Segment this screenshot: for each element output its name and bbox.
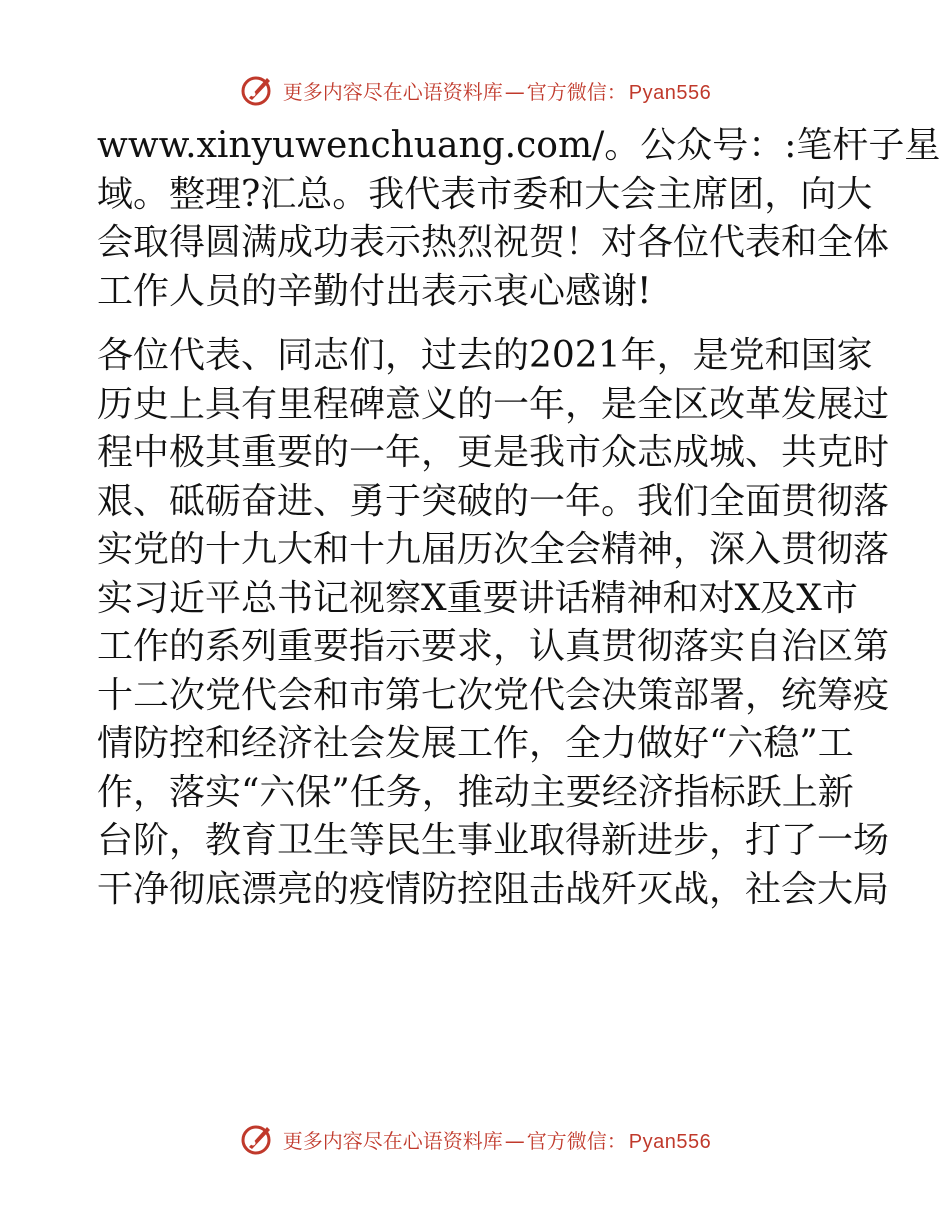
text-line: 历史上具有里程碑意义的一年，是全区改革发展过 [97,383,890,425]
text-line: www.xinyuwenchuang.com/。公众号：:笔杆子星 [97,125,941,166]
banner-title: 更多内容尽在心语资料库 [282,79,503,104]
text-line: 干净彻底漂亮的疫情防控阻击战歼灭战，社会大局 [97,868,890,910]
text-line: 实党的十九大和十九届历次全会精神，深入贯彻落 [97,529,890,570]
red-quill-logo-icon [239,1121,275,1157]
document-body [97,122,941,914]
text-line: 艰、砥砺奋进、勇于突破的一年。我们全面贯彻落 [97,480,890,522]
text-line: 作，落实“六保”任务，推动主要经济指标跃上新 [97,771,854,813]
red-quill-logo-icon [239,72,275,108]
banner-separator: — [504,79,525,104]
banner-contact-id: Pyan556 [628,81,712,104]
header-banner [0,68,950,112]
text-line: 情防控和经济社会发展工作，全力做好“六稳”工 [97,723,854,764]
footer-banner [0,1117,950,1161]
text-line: 实习近平总书记视察X重要讲话精神和对X及X市 [97,577,858,619]
text-line: 程中极其重要的一年，更是我市众志成城、共克时 [97,432,890,473]
footer-banner-text [283,1125,711,1154]
text-line: 各位代表、同志们，过去的2021年，是党和国家 [97,335,873,376]
header-banner-text [283,76,711,105]
text-line: 会取得圆满成功表示热烈祝贺！对各位代表和全体 [97,222,890,263]
paragraph-1 [97,122,941,316]
text-line: 工作人员的辛勤付出表示衷心感谢! [97,270,652,312]
text-line: 域。整理?汇总。我代表市委和大会主席团，向大 [97,173,873,215]
banner-separator: — [504,1128,525,1153]
banner-title: 更多内容尽在心语资料库 [282,1128,503,1153]
text-line: 十二次党代会和市第七次党代会决策部署，统筹疫 [97,674,890,716]
text-line: 台阶，教育卫生等民生事业取得新进步，打了一场 [97,820,890,861]
banner-contact-label: 官方微信： [526,1128,627,1153]
banner-contact-label: 官方微信： [526,79,627,104]
paragraph-2 [97,332,890,914]
banner-contact-id: Pyan556 [628,1130,712,1153]
text-line: 工作的系列重要指示要求，认真贯彻落实自治区第 [97,626,890,667]
